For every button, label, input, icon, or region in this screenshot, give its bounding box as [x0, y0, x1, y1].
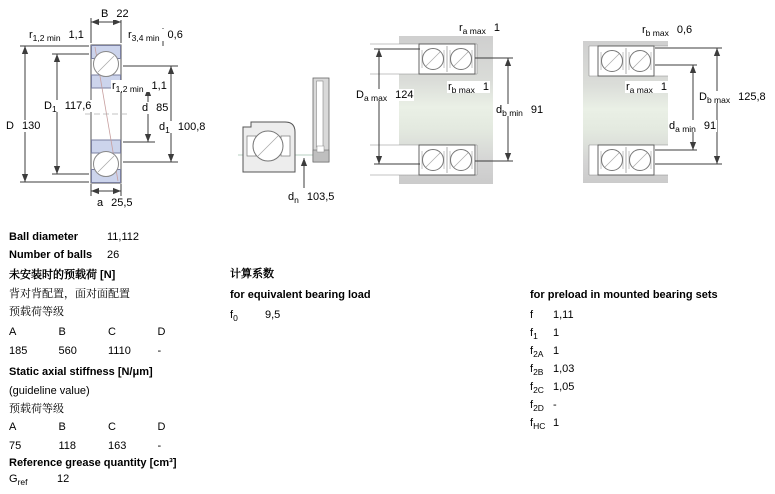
preload-value-A: 185 [9, 345, 28, 357]
dim-da-min [668, 120, 717, 135]
stiffness-note: (guideline value) [9, 385, 90, 397]
dim-sym: r [29, 29, 33, 41]
preload-table-value-row [9, 345, 207, 358]
abutment-ring [313, 78, 329, 162]
dim-sym: r [626, 81, 630, 93]
grease-sym: G [9, 473, 18, 485]
factor-symbol [530, 327, 553, 340]
f0-value: 9,5 [265, 309, 281, 321]
dim-d [141, 102, 169, 114]
dim-sub: a max [363, 93, 388, 104]
dim-sym: r [459, 22, 463, 34]
factor-row-f [530, 309, 574, 322]
spec-row-number-of-balls [9, 249, 119, 262]
stiffness-table-value-row [9, 440, 207, 453]
factor-value: 1 [553, 327, 560, 339]
preload-table-header-row [9, 326, 207, 339]
dim-sym: D [699, 91, 707, 103]
dim-sym: B [101, 8, 109, 20]
stiffness-value-D: - [157, 440, 162, 452]
factor-value: - [553, 399, 557, 411]
dim-sub: 1 [165, 125, 170, 136]
dim-sym: d [288, 191, 295, 203]
dim-val: 1,1 [151, 80, 167, 92]
factor-row-f2B [530, 363, 574, 376]
dim-r12-min-inner [111, 80, 168, 95]
dim-rb-max [447, 81, 490, 96]
dim-val: 91 [530, 104, 544, 116]
dim-Da-max [355, 89, 414, 104]
dim-val: 1 [482, 81, 489, 93]
dim-sym: d [669, 120, 676, 132]
preload-value-D: - [157, 345, 162, 357]
factor-sym: f [530, 327, 534, 339]
dim-sym: d [496, 104, 503, 116]
stiffness-table-header-row [9, 421, 207, 434]
f0-row [230, 309, 280, 322]
dim-sub: 3,4 min [131, 33, 160, 44]
factor-value: 1,05 [553, 381, 575, 393]
dim-sub: 1,2 min [115, 84, 144, 95]
dim-sym: d [159, 121, 166, 133]
factor-sub: 2B [533, 367, 544, 378]
dim-sub: 1 [51, 104, 57, 115]
stiffness-header-D: D [157, 421, 166, 433]
dim-sub: b max [645, 28, 669, 39]
dim-rb-max-2 [641, 24, 693, 39]
dim-Db-max [698, 91, 767, 106]
dim-sym: D [6, 120, 14, 132]
preload-header-A: A [9, 326, 17, 338]
dim-r34-min [127, 29, 184, 44]
dim-a [96, 197, 134, 209]
preload-header-D: D [157, 326, 166, 338]
dim-D [5, 120, 41, 132]
preload-class-label: 预载荷等级 [9, 306, 64, 318]
factor-value: 1,03 [553, 363, 575, 375]
preload-header-B: B [58, 326, 66, 338]
factor-value: 1,11 [553, 309, 574, 321]
dim-db-min [495, 104, 544, 119]
preload-value-B: 560 [58, 345, 77, 357]
preload-factors-heading: for preload in mounted bearing sets [530, 289, 718, 301]
dim-val: 1 [493, 22, 500, 34]
f0-sub: 0 [233, 313, 238, 324]
f0-symbol [230, 309, 265, 322]
stiffness-value-B: 118 [58, 440, 77, 452]
stiffness-value-A: 75 [9, 440, 22, 452]
grease-row [9, 473, 69, 486]
dim-sym: a [97, 197, 104, 209]
stiffness-header-C: C [108, 421, 116, 433]
dim-d1 [158, 121, 206, 136]
grease-symbol [9, 473, 57, 486]
factor-row-fHC [530, 417, 559, 430]
dim-ra-max [458, 22, 501, 37]
factor-row-f2C [530, 381, 574, 394]
stiffness-header-B: B [58, 421, 66, 433]
bearing-icon [243, 122, 295, 172]
calculation-title: 计算系数 [230, 268, 274, 280]
factor-symbol [530, 399, 553, 412]
factor-value: 1 [553, 417, 560, 429]
bearing-body [85, 45, 127, 183]
ball-diameter-label: Ball diameter [9, 231, 79, 243]
dim-sym: D [44, 100, 52, 112]
dim-ra-max-2 [625, 81, 668, 96]
dim-sub: n [294, 195, 299, 206]
factor-sym: f [530, 417, 534, 429]
grease-title: Reference grease quantity [cm³] [9, 457, 177, 469]
dim-dn [287, 191, 335, 206]
dim-sub: 1,2 min [32, 33, 61, 44]
dim-sym: D [356, 89, 364, 101]
dim-sub: a max [629, 85, 653, 96]
factor-sub: 2A [533, 349, 544, 360]
dim-val: 22 [116, 8, 129, 20]
number-of-balls-label: Number of balls [9, 249, 93, 261]
factor-sym: f [530, 309, 534, 321]
dim-D1 [43, 100, 92, 115]
dim-val: 125,8 [738, 91, 766, 103]
dim-r12-min [28, 29, 85, 44]
dim-sub: a min [675, 124, 696, 135]
factor-row-f2A [530, 345, 559, 358]
f0-sym: f [230, 309, 234, 321]
dim-sub: b max [451, 85, 475, 96]
dim-sub: a max [462, 26, 486, 37]
stiffness-value-C: 163 [108, 440, 127, 452]
factor-sub: 1 [533, 331, 538, 342]
dim-sym: r [112, 80, 116, 92]
factor-sym: f [530, 363, 534, 375]
dim-sym: r [642, 24, 646, 36]
preload-header-C: C [108, 326, 116, 338]
factor-value: 1 [553, 345, 560, 357]
factor-symbol [530, 417, 553, 430]
dim-val: 0,6 [167, 29, 183, 41]
factor-symbol [530, 345, 553, 358]
dim-sub: b max [706, 95, 731, 106]
dim-sym: r [448, 81, 452, 93]
dim-B [100, 8, 130, 20]
factor-row-f2D [530, 399, 557, 412]
spec-row-ball-diameter [9, 231, 139, 244]
preload-value-C: 1110 [108, 345, 131, 357]
dim-val: 130 [21, 120, 41, 132]
dim-val: 117,6 [64, 100, 92, 112]
factor-symbol [530, 381, 553, 394]
dim-sym: r [128, 29, 132, 41]
number-of-balls-value: 26 [107, 249, 120, 261]
dim-val: 1,1 [68, 29, 84, 41]
dim-val: 91 [703, 120, 717, 132]
factor-row-f1 [530, 327, 559, 340]
preload-unmounted-title: 未安装时的预载荷 [N] [9, 269, 116, 281]
ball-diameter-value: 11,112 [107, 231, 140, 243]
factor-sym: f [530, 381, 534, 393]
stiffness-title: Static axial stiffness [N/μm] [9, 366, 153, 378]
preload-arrangement: 背对背配置，面对面配置 [9, 288, 130, 300]
stiffness-class-label: 预载荷等级 [9, 403, 64, 415]
grease-value: 12 [57, 473, 70, 485]
grease-sub: ref [17, 477, 28, 488]
dim-sub: b min [502, 108, 523, 119]
dim-val: 1 [660, 81, 667, 93]
factor-symbol [530, 309, 553, 322]
factor-sub: HC [533, 421, 546, 432]
factor-sub: 2D [533, 403, 544, 414]
bearing-abutment-drawing [230, 60, 350, 210]
dim-val: 100,8 [177, 121, 206, 133]
dim-val: 0,6 [676, 24, 693, 36]
dim-sym: d [142, 102, 149, 114]
factor-sub: 2C [533, 385, 544, 396]
dim-val: 103,5 [306, 191, 335, 203]
factor-sym: f [530, 399, 534, 411]
dim-val: 85 [156, 102, 169, 114]
equivalent-load-heading: for equivalent bearing load [230, 289, 371, 301]
factor-symbol [530, 363, 553, 376]
dim-val: 25,5 [111, 197, 133, 209]
stiffness-header-A: A [9, 421, 17, 433]
factor-sym: f [530, 345, 534, 357]
dim-val: 124 [395, 89, 414, 101]
